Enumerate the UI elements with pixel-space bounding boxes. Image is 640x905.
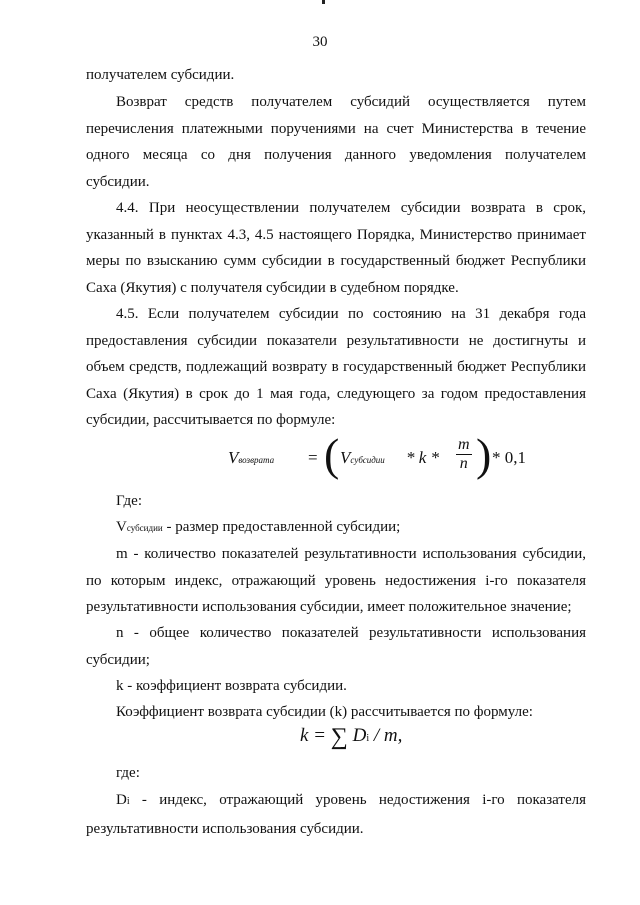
formula-multiply-k: * k *	[406, 448, 440, 467]
page-number: 30	[312, 34, 328, 50]
definition-n: n - общее количество показателей результативности использования субсидии;	[86, 625, 586, 668]
formula-v-subscript: возврата	[238, 455, 275, 465]
definition-v-subscript: субсидии	[126, 523, 163, 533]
formula-numerator: m	[458, 436, 470, 453]
formula-denominator: n	[459, 455, 468, 472]
definition-v-symbol: V	[116, 519, 127, 535]
paragraph-continuation: получателем субсидии.	[86, 67, 235, 83]
formula-open-paren: (	[324, 429, 340, 480]
formula-k-lhs: k =	[300, 725, 327, 746]
paragraph-refund: Возврат средств получателем субсидий осуществляется путем перечисления платежными поручениями на счет Министерства в течение одного месяца со дня получения данного уведомления получателем субсидии.	[86, 94, 586, 190]
formula-k	[300, 724, 402, 751]
definition-k: k - коэффициент возврата субсидии.	[116, 678, 347, 694]
formula-v2-subscript: субсидии	[350, 455, 385, 465]
definition-v-text: - размер предоставленной субсидии;	[162, 519, 401, 535]
where-label: Где:	[116, 493, 143, 509]
formula-fraction	[456, 436, 472, 473]
definition-d-symbol: D	[116, 792, 127, 808]
definition-v	[86, 514, 586, 542]
formula-close-paren: )	[476, 429, 492, 480]
formula-d: D	[352, 725, 367, 746]
paragraph-4-5: 4.5. Если получателем субсидии по состоянию на 31 декабря года предоставления субсидии показатели результативности не достигнуты и объем средств, подлежащий возврату в государственный бюджет Республики Саха (Якутия) в срок до 1 мая года, следующего за годом предоставления субсидии, рассчитывается по формуле:	[86, 306, 586, 428]
definition-di	[86, 787, 586, 842]
formula-sigma: ∑	[330, 724, 348, 750]
formula-v2: V	[340, 448, 351, 467]
formula-v: V	[228, 448, 239, 467]
scan-mark	[322, 0, 325, 4]
definition-m: m - количество показателей результативности использования субсидии, по которым индекс, отражающий уровень недостижения i-го показателя результативности использования субсидии, имеет положительное значение;	[86, 546, 586, 615]
formula-tail: * 0,1	[492, 448, 526, 467]
where-label-2: где:	[116, 765, 140, 781]
definition-di-text: - индекс, отражающий уровень недостижения i-го показателя результативности использования субсидии.	[86, 792, 586, 837]
formula-equals: =	[308, 448, 318, 467]
paragraph-4-4: 4.4. При неосуществлении получателем субсидии возврата в срок, указанный в пунктах 4.3, 4.5 настоящего Порядка, Министерство принимает меры по взысканию сумм субсидии в государственный бюджет Республики Саха (Якутия) с получателя субсидии в судебном порядке.	[86, 200, 586, 296]
formula-d-subscript: i	[366, 733, 370, 744]
formula-k-rhs: / m,	[373, 725, 403, 746]
definition-d-subscript: i	[126, 796, 130, 807]
k-formula-intro: Коэффициент возврата субсидии (k) рассчитывается по формуле:	[116, 704, 533, 720]
